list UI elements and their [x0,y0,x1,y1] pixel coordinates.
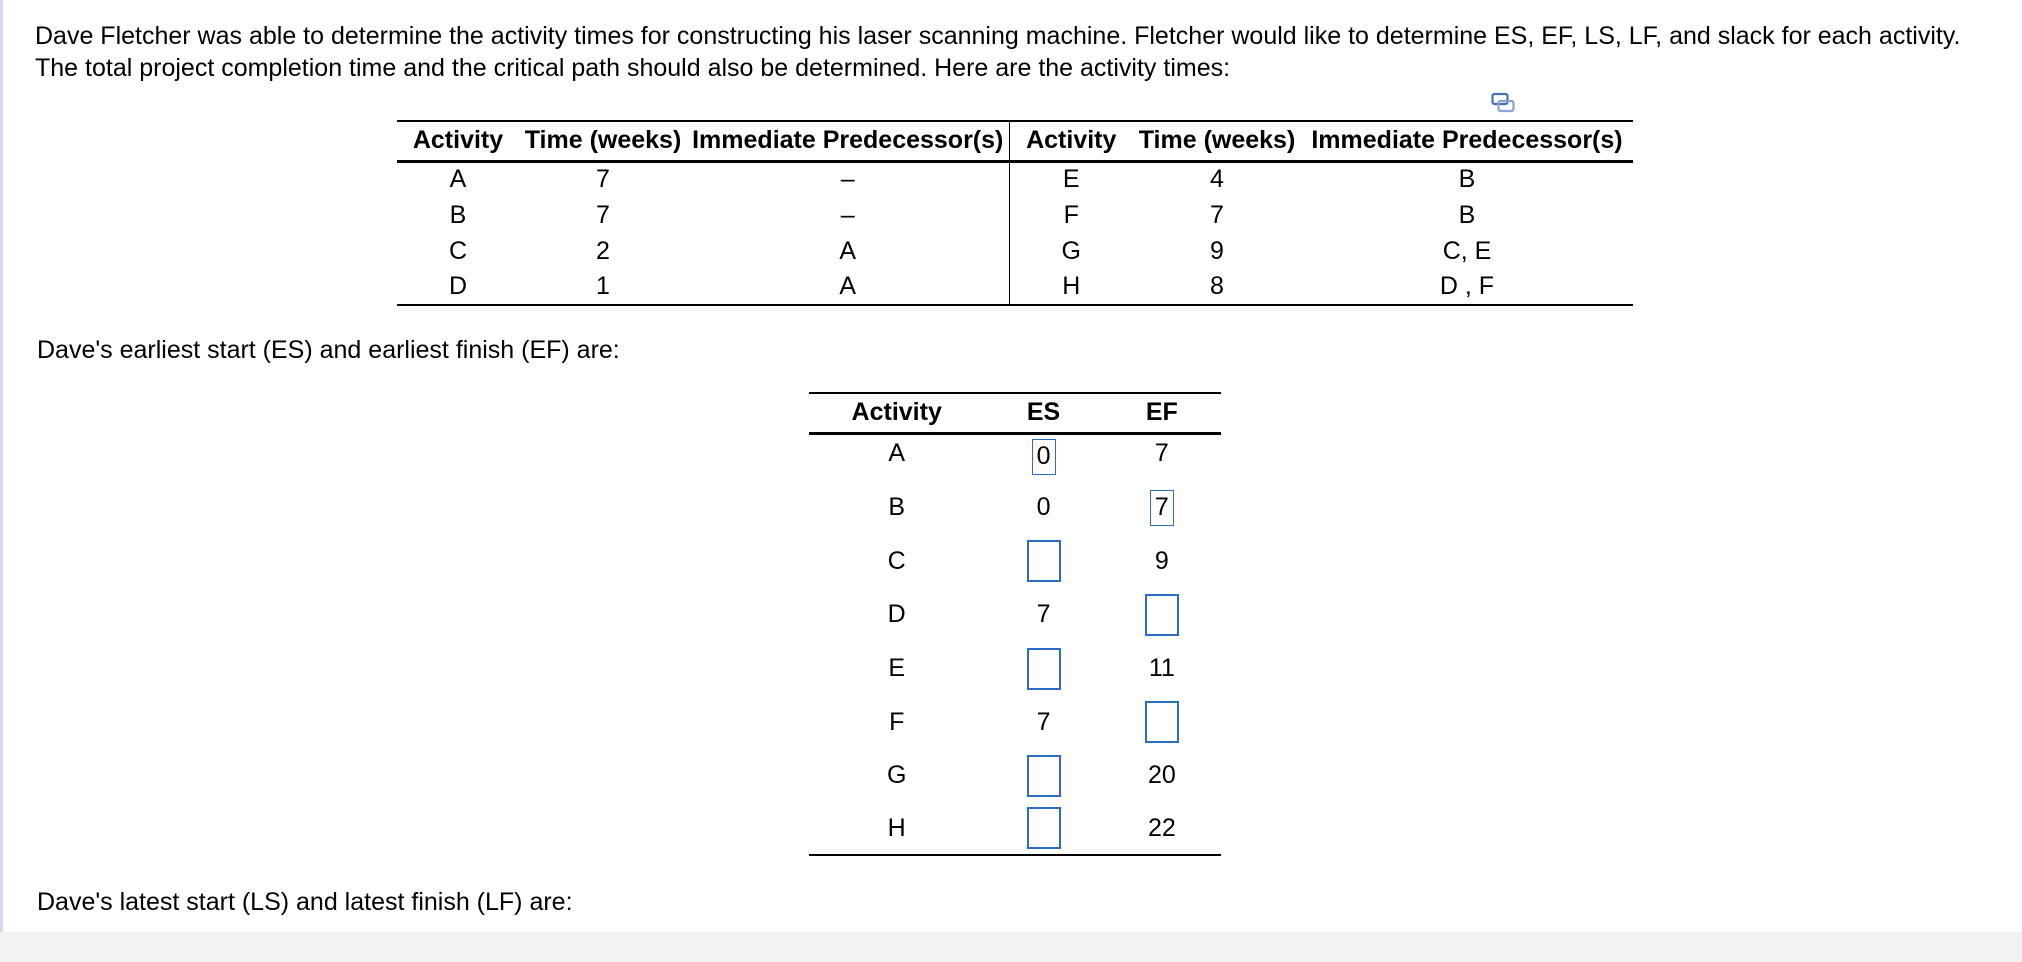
cell-time: 1 [519,269,687,305]
ef-value: 11 [1148,654,1175,683]
table-header-row [397,121,1633,161]
header-activity: Activity [397,121,519,161]
header-activity-2: Activity [1009,121,1133,161]
ef-input[interactable] [1145,701,1179,743]
cell-activity: B [888,493,906,522]
cell-time: 7 [596,165,610,194]
table-row [809,803,1221,855]
es-input[interactable]: 0 [1032,439,1056,475]
cell-activity: C [887,546,906,575]
cell-activity: D [397,269,519,305]
cell-activity: H [809,803,984,855]
expand-table-icon[interactable] [1491,92,1515,114]
cell-activity: G [1061,236,1081,265]
cell-time: 4 [1210,165,1224,194]
cell-predecessor: B [1458,165,1476,194]
cell-activity: E [888,654,906,683]
table-row [397,269,1633,305]
es-cell [984,642,1102,696]
cell-activity: A [888,438,906,467]
cell-predecessor: B [1458,200,1476,229]
table-row [397,233,1633,269]
table-row [397,197,1633,233]
cell-predecessor: – [687,161,1009,197]
ef-input[interactable]: 7 [1150,490,1174,526]
cell-activity: E [1062,165,1080,194]
table-row [809,695,1221,749]
table-row [809,749,1221,803]
cell-time: 7 [1210,200,1224,229]
table-row [397,161,1633,197]
ef-value: 20 [1147,761,1176,790]
header-time: Time (weeks) [519,121,687,161]
cell-predecessor: D , F [1301,269,1633,305]
table-row [809,535,1221,589]
es-cell [984,433,1102,481]
es-value: 0 [1036,493,1051,522]
cell-activity: H [1009,269,1133,305]
table-row [809,642,1221,696]
ls-lf-label: Dave's latest start (LS) and latest finish (LF) are: [37,888,573,916]
table-row [809,481,1221,535]
es-value: 7 [1036,707,1051,736]
es-input[interactable] [1027,755,1061,797]
cell-predecessor: A [687,269,1009,305]
question-text: Dave Fletcher was able to determine the activity times for constructing his laser scanning machine. Fletcher would like to determine ES, EF, LS, LF, and slack for each activity. The total project completion time and the critical path should also be determined. Here are the activity times: [35,22,1961,82]
header-activity: Activity [809,393,984,433]
header-predecessors: Immediate Predecessor(s) [687,121,1009,161]
cell-time: 9 [1210,236,1224,265]
cell-activity: A [449,165,467,194]
ef-value: 9 [1154,546,1169,575]
header-time-2: Time (weeks) [1133,121,1301,161]
es-cell [984,803,1102,855]
table-header-row [809,393,1221,433]
cell-predecessor: – [687,197,1009,233]
cell-activity: F [1063,200,1079,229]
cell-activity: C [448,236,468,265]
es-input[interactable] [1027,540,1061,582]
cell-activity: D [887,600,906,629]
ef-value: 7 [1154,438,1169,467]
cell-time: 2 [596,236,610,265]
cell-activity: B [449,200,467,229]
ef-value: 22 [1103,803,1221,855]
es-cell [984,535,1102,589]
ef-cell [1103,695,1221,749]
cell-activity: F [889,707,905,736]
cell-activity: G [886,761,907,790]
es-cell [984,749,1102,803]
es-value: 7 [1036,600,1051,629]
table-row [809,588,1221,642]
es-input[interactable] [1027,807,1061,849]
header-ef: EF [1103,393,1221,433]
cell-time: 7 [596,200,610,229]
cell-time: 8 [1133,269,1301,305]
ef-cell [1103,481,1221,535]
ef-cell [1103,588,1221,642]
header-predecessors-2: Immediate Predecessor(s) [1301,121,1633,161]
es-ef-table [809,392,1221,856]
es-input[interactable] [1027,648,1061,690]
ef-input[interactable] [1145,594,1179,636]
header-es: ES [984,393,1102,433]
table-row [809,433,1221,481]
es-ef-label: Dave's earliest start (ES) and earliest finish (EF) are: [37,336,620,364]
cell-predecessor: C, E [1442,236,1492,265]
activity-times-table [397,120,1633,306]
cell-predecessor: A [687,233,1009,269]
